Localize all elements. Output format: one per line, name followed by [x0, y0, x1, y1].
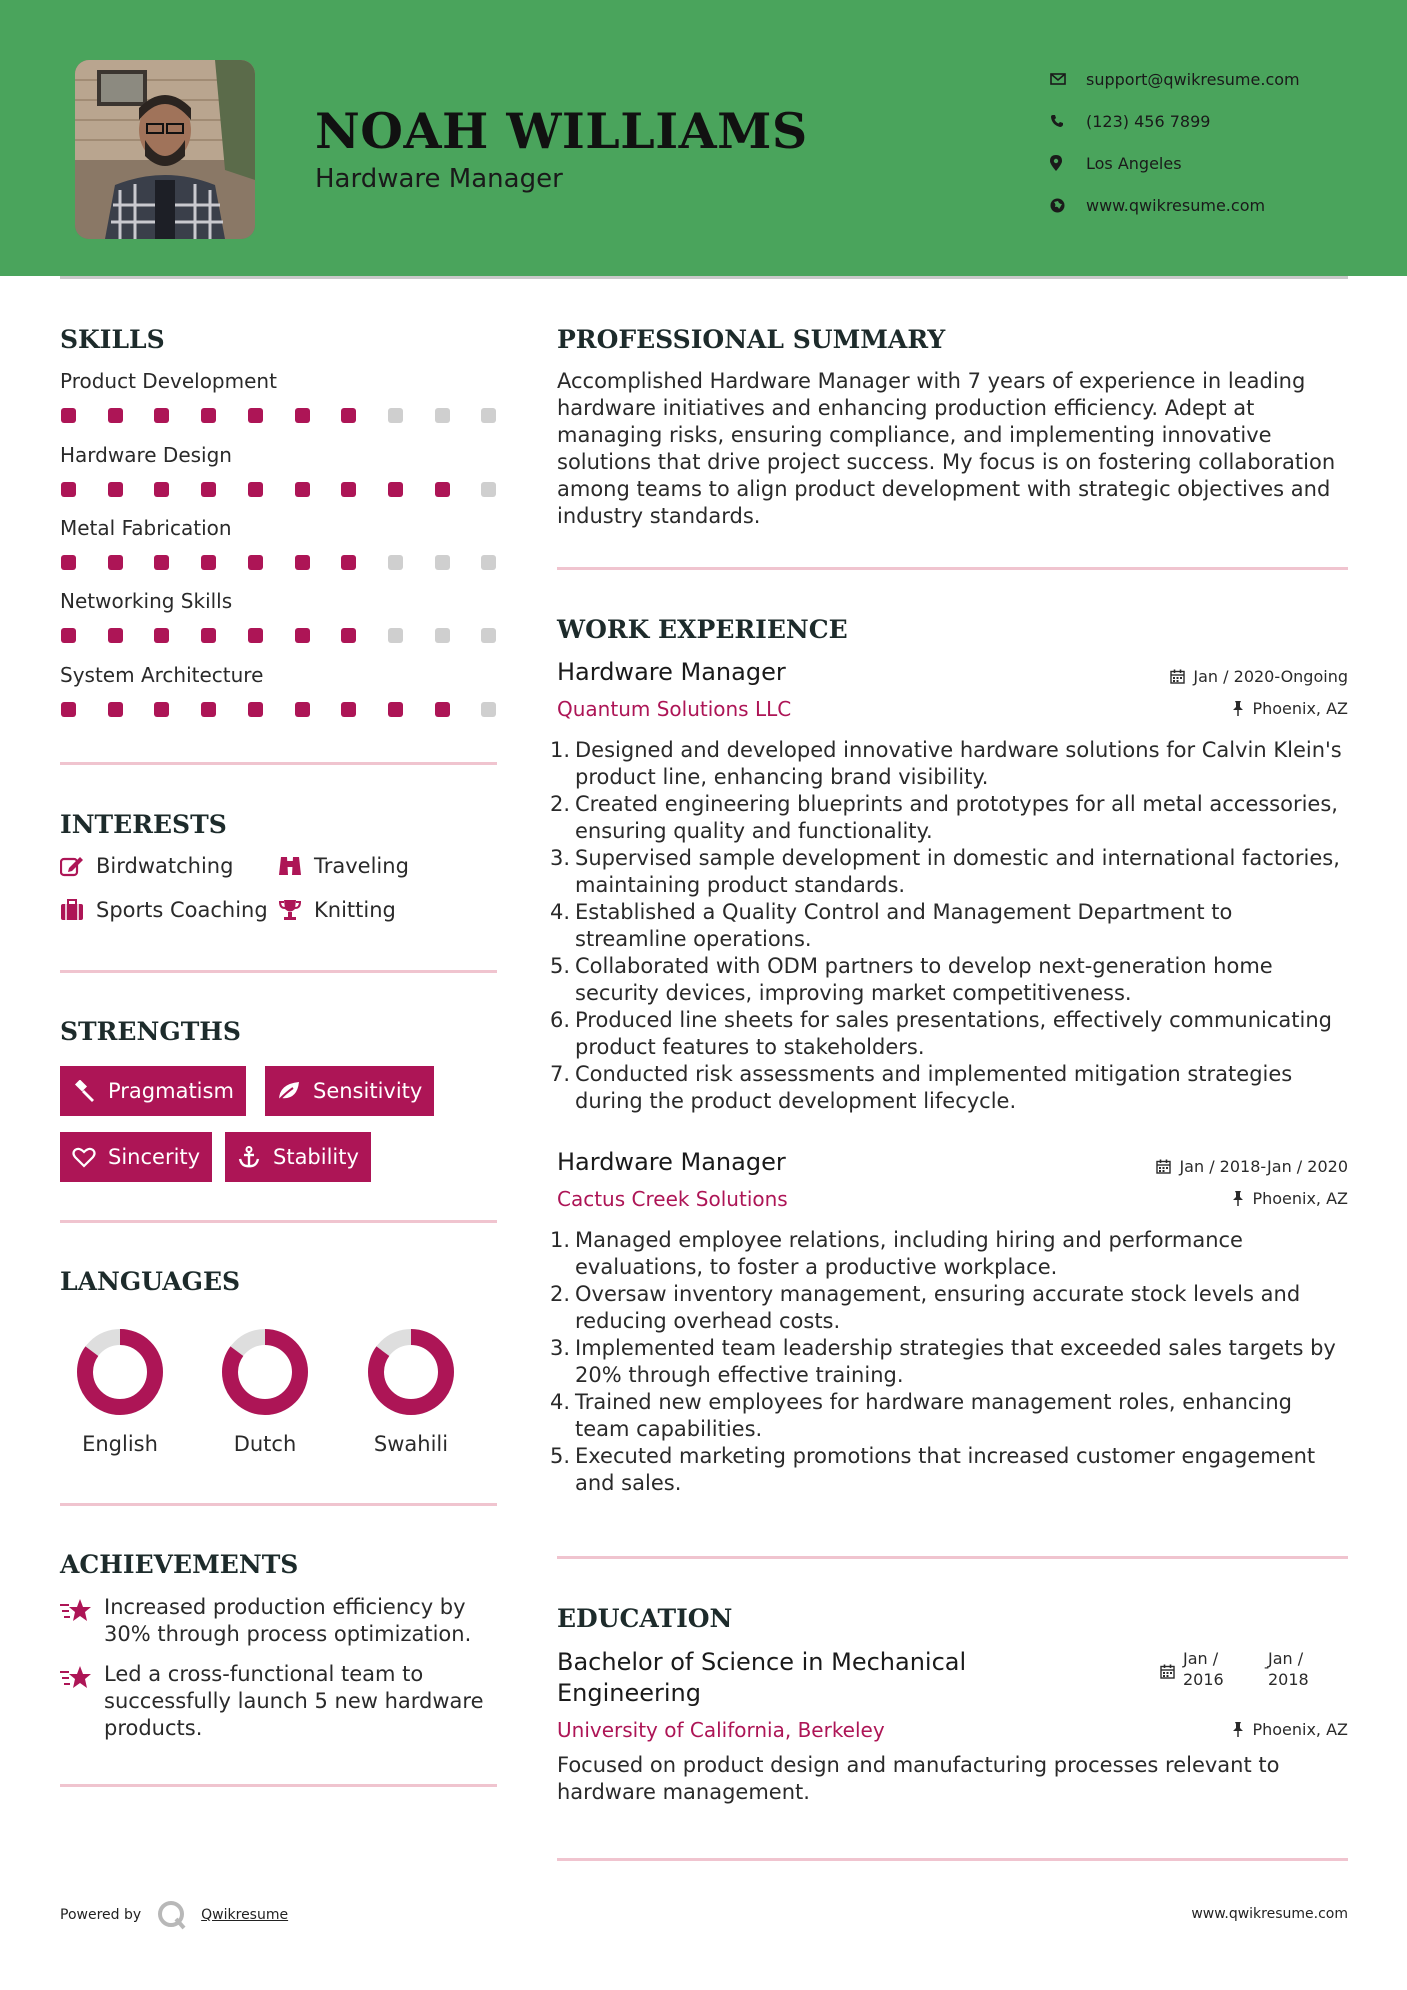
- skill-dot-empty: [481, 408, 496, 423]
- skill-label: System Architecture: [60, 663, 264, 687]
- skill-dot-filled: [154, 702, 169, 717]
- summary-text: Accomplished Hardware Manager with 7 years of experience in leading hardware initiatives and enhancing production efficiency. Adept at managing risks, ensuring compliance, and implementing innovative solutions that drive project success. My focus is on fostering collaboration among teams to align product development with strategic objectives and industry standards.: [557, 369, 1336, 528]
- skill-dot-empty: [388, 408, 403, 423]
- header-divider: [60, 276, 1348, 279]
- skill-label: Hardware Design: [60, 443, 232, 467]
- skill-dot-filled: [108, 555, 123, 570]
- skill-dot-filled: [61, 408, 76, 423]
- calendar-icon: [1170, 669, 1185, 684]
- education-start: Jan / 2016: [1183, 1649, 1224, 1689]
- language-charts: [60, 1320, 500, 1420]
- duty-text: Executed marketing promotions that increased customer engagement and sales.: [575, 1444, 1316, 1495]
- contact-location-text: Los Angeles: [1086, 153, 1182, 173]
- skills-heading: SKILLS: [60, 325, 165, 354]
- job-location-text: Phoenix, AZ: [1252, 699, 1348, 718]
- contact-email[interactable]: [1050, 58, 1300, 100]
- skill-dot-filled: [201, 702, 216, 717]
- education-end: Jan / 2018: [1268, 1649, 1309, 1689]
- language-label: English: [82, 1432, 158, 1456]
- duty-item: 1. Designed and developed innovative hardware solutions for Calvin Klein's product line, enhancing brand visibility.: [550, 738, 1342, 789]
- pushpin-icon: [1232, 1722, 1244, 1737]
- skill-dot-filled: [295, 555, 310, 570]
- pushpin-icon: [1232, 1191, 1244, 1206]
- skill-dot-filled: [341, 628, 356, 643]
- skill-dot-empty: [481, 628, 496, 643]
- section-divider: [60, 1503, 497, 1506]
- duty-text: Designed and developed innovative hardware solutions for Calvin Klein's product line, enhancing brand visibility.: [575, 738, 1342, 789]
- experience-heading: WORK EXPERIENCE: [557, 615, 848, 644]
- skill-dot-filled: [295, 408, 310, 423]
- achievements-heading: ACHIEVEMENTS: [60, 1550, 299, 1579]
- pushpin-icon: [1232, 701, 1244, 716]
- skill-dot-filled: [61, 702, 76, 717]
- binoculars-icon: [278, 855, 314, 877]
- duty-text: Oversaw inventory management, ensuring accurate stock levels and reducing overhead costs.: [575, 1282, 1301, 1333]
- contact-phone-text: (123) 456 7899: [1086, 111, 1211, 131]
- skill-dot-filled: [201, 628, 216, 643]
- skill-dot-filled: [435, 482, 450, 497]
- skill-dot-filled: [108, 408, 123, 423]
- skill-dot-filled: [248, 628, 263, 643]
- date-separator: -: [1264, 1660, 1270, 1676]
- interest-label: Knitting: [314, 898, 396, 922]
- contact-website[interactable]: [1050, 184, 1300, 226]
- duty-item: 3. Supervised sample development in domestic and international factories, maintaining product standards.: [550, 846, 1340, 897]
- skill-label: Metal Fabrication: [60, 516, 232, 540]
- duty-text: Produced line sheets for sales presentations, effectively communicating product features to stakeholders.: [575, 1008, 1332, 1059]
- strengths-heading: STRENGTHS: [60, 1017, 241, 1046]
- interest-item: [278, 854, 409, 878]
- skill-dot-empty: [481, 702, 496, 717]
- skill-dot-filled: [201, 482, 216, 497]
- job-dates: [1170, 667, 1348, 686]
- education-description: Focused on product design and manufacturing processes relevant to hardware management.: [557, 1753, 1280, 1804]
- skill-dot-filled: [154, 628, 169, 643]
- briefcase-icon: [60, 899, 96, 921]
- job-location-text: Phoenix, AZ: [1252, 1189, 1348, 1208]
- duty-text: Supervised sample development in domestic and international factories, maintaining product standards.: [575, 846, 1340, 897]
- summary-heading: PROFESSIONAL SUMMARY: [557, 325, 946, 354]
- duty-item: 2. Created engineering blueprints and prototypes for all metal accessories, ensuring quality and functionality.: [550, 792, 1338, 843]
- footer-powered-by: [60, 1900, 288, 1930]
- profile-photo: [75, 60, 255, 239]
- skill-dot-empty: [435, 555, 450, 570]
- star-icon: [60, 1594, 104, 1648]
- skill-dot-filled: [108, 628, 123, 643]
- skill-dot-empty: [481, 555, 496, 570]
- skill-dot-filled: [341, 408, 356, 423]
- duty-item: 1. Managed employee relations, including hiring and performance evaluations, to foster a productive workplace.: [550, 1228, 1243, 1279]
- language-label: Swahili: [373, 1432, 449, 1456]
- skill-dot-filled: [295, 702, 310, 717]
- strength-label: Stability: [273, 1145, 359, 1169]
- skill-dot-empty: [388, 628, 403, 643]
- strength-label: Pragmatism: [108, 1079, 234, 1103]
- education-location: [1232, 1720, 1348, 1739]
- duty-text: Established a Quality Control and Management Department to streamline operations.: [575, 900, 1233, 951]
- contact-website-text: www.qwikresume.com: [1086, 195, 1266, 215]
- job-dates: [1156, 1157, 1348, 1176]
- duty-item: 4. Established a Quality Control and Management Department to streamline operations.: [550, 900, 1233, 951]
- envelope-icon: [1050, 73, 1086, 85]
- leaf-icon: [277, 1080, 301, 1102]
- duty-item: 5. Executed marketing promotions that increased customer engagement and sales.: [550, 1444, 1316, 1495]
- section-divider: [557, 1858, 1348, 1861]
- trophy-icon: [278, 899, 314, 921]
- contact-email-text: support@qwikresume.com: [1086, 69, 1300, 89]
- skill-dot-filled: [61, 628, 76, 643]
- section-divider: [60, 970, 497, 973]
- strength-badge: [60, 1132, 212, 1182]
- calendar-icon: [1156, 1159, 1171, 1174]
- map-marker-icon: [1050, 155, 1086, 171]
- skill-dot-filled: [108, 702, 123, 717]
- skill-dot-filled: [201, 408, 216, 423]
- gavel-icon: [72, 1080, 96, 1102]
- qwikresume-logo-icon: [157, 1900, 187, 1930]
- job-location: [1232, 699, 1348, 718]
- section-divider: [557, 567, 1348, 570]
- interest-item: [60, 854, 233, 878]
- interest-label: Birdwatching: [96, 854, 234, 878]
- duty-item: 4. Trained new employees for hardware management roles, enhancing team capabilities.: [550, 1390, 1292, 1441]
- candidate-name: NOAH WILLIAMS: [315, 102, 808, 160]
- skill-dot-filled: [154, 482, 169, 497]
- contact-location: [1050, 142, 1300, 184]
- interest-label: Traveling: [314, 854, 409, 878]
- candidate-role: Hardware Manager: [315, 164, 563, 194]
- skill-dot-empty: [481, 482, 496, 497]
- duty-text: Created engineering blueprints and prototypes for all metal accessories, ensuring quality and functionality.: [575, 792, 1338, 843]
- duty-text: Managed employee relations, including hiring and performance evaluations, to foster a productive workplace.: [575, 1228, 1243, 1279]
- achievement-text: Increased production efficiency by 30% through process optimization.: [104, 1595, 472, 1646]
- skill-dot-empty: [435, 408, 450, 423]
- duty-item: 6. Produced line sheets for sales presentations, effectively communicating product features to stakeholders.: [550, 1008, 1332, 1059]
- skill-label: Product Development: [60, 369, 277, 393]
- interest-item: [278, 898, 396, 922]
- duty-item: 7. Conducted risk assessments and implemented mitigation strategies during the product development lifecycle.: [550, 1062, 1293, 1113]
- skill-dot-filled: [154, 408, 169, 423]
- header-banner: [0, 0, 1407, 276]
- duty-text: Implemented team leadership strategies that exceeded sales targets by 20% through effective training.: [575, 1336, 1336, 1387]
- skill-dot-filled: [295, 482, 310, 497]
- strength-label: Sincerity: [108, 1145, 201, 1169]
- qwikresume-link[interactable]: Qwikresume: [201, 1907, 289, 1923]
- education-heading: EDUCATION: [557, 1604, 733, 1633]
- skill-dot-filled: [341, 555, 356, 570]
- company-name: Cactus Creek Solutions: [557, 1187, 788, 1211]
- skill-dot-filled: [248, 408, 263, 423]
- globe-icon: [1050, 198, 1086, 213]
- duty-item: 3. Implemented team leadership strategies that exceeded sales targets by 20% through effective training.: [550, 1336, 1336, 1387]
- school-name: University of California, Berkeley: [557, 1718, 885, 1742]
- duty-text: Trained new employees for hardware management roles, enhancing team capabilities.: [575, 1390, 1292, 1441]
- strength-badge: [60, 1066, 246, 1116]
- degree-title: Bachelor of Science in Mechanical Engineering: [557, 1648, 967, 1707]
- duty-item: 2. Oversaw inventory management, ensuring accurate stock levels and reducing overhead costs.: [550, 1282, 1301, 1333]
- achievement-text: Led a cross-functional team to successfully launch 5 new hardware products.: [104, 1662, 484, 1740]
- skill-dot-filled: [61, 482, 76, 497]
- job-title: Hardware Manager: [557, 658, 786, 686]
- job-dates-text: Jan / 2018-Jan / 2020: [1179, 1157, 1348, 1176]
- anchor-icon: [237, 1146, 261, 1168]
- job-duties: [550, 1227, 1347, 1497]
- duty-text: Collaborated with ODM partners to develop next-generation home security devices, improving market competitiveness.: [575, 954, 1273, 1005]
- skill-dot-filled: [154, 555, 169, 570]
- strength-badge: [225, 1132, 371, 1182]
- job-dates-text: Jan / 2020-Ongoing: [1193, 667, 1348, 686]
- interest-label: Sports Coaching: [96, 898, 268, 922]
- education-location-text: Phoenix, AZ: [1252, 1720, 1348, 1739]
- job-location: [1232, 1189, 1348, 1208]
- phone-icon: [1050, 114, 1086, 128]
- company-name: Quantum Solutions LLC: [557, 697, 792, 721]
- section-divider: [60, 762, 497, 765]
- skill-dot-filled: [435, 702, 450, 717]
- achievement-item: [60, 1661, 500, 1742]
- powered-by-text: Powered by: [60, 1907, 142, 1923]
- section-divider: [60, 1784, 497, 1787]
- duty-text: Conducted risk assessments and implemented mitigation strategies during the product development lifecycle.: [575, 1062, 1293, 1113]
- heart-icon: [72, 1146, 96, 1168]
- language-label: Dutch: [233, 1432, 297, 1456]
- skill-dot-filled: [248, 702, 263, 717]
- skill-dot-filled: [108, 482, 123, 497]
- skill-dot-filled: [248, 555, 263, 570]
- interest-item: [60, 898, 268, 922]
- achievement-item: [60, 1594, 500, 1648]
- section-divider: [60, 1220, 497, 1223]
- skill-dot-filled: [248, 482, 263, 497]
- duty-item: 5. Collaborated with ODM partners to develop next-generation home security devices, improving market competitiveness.: [550, 954, 1273, 1005]
- languages-heading: LANGUAGES: [60, 1267, 241, 1296]
- contact-phone[interactable]: [1050, 100, 1300, 142]
- interests-heading: INTERESTS: [60, 810, 227, 839]
- skill-dot-empty: [435, 628, 450, 643]
- footer-website[interactable]: www.qwikresume.com: [1191, 1906, 1348, 1922]
- skill-dot-filled: [295, 628, 310, 643]
- skill-dot-filled: [61, 555, 76, 570]
- section-divider: [557, 1556, 1348, 1559]
- star-icon: [60, 1661, 104, 1742]
- edit-icon: [60, 855, 96, 877]
- skill-dot-filled: [341, 482, 356, 497]
- job-duties: [550, 737, 1347, 1115]
- skill-dot-empty: [388, 555, 403, 570]
- skill-dot-filled: [388, 702, 403, 717]
- skill-dot-filled: [341, 702, 356, 717]
- skill-dot-filled: [388, 482, 403, 497]
- strength-badge: [265, 1066, 434, 1116]
- skill-dot-filled: [201, 555, 216, 570]
- calendar-icon: [1160, 1664, 1175, 1683]
- job-title: Hardware Manager: [557, 1148, 786, 1176]
- contact-list: [1050, 58, 1300, 226]
- skill-label: Networking Skills: [60, 589, 233, 613]
- strength-label: Sensitivity: [313, 1079, 423, 1103]
